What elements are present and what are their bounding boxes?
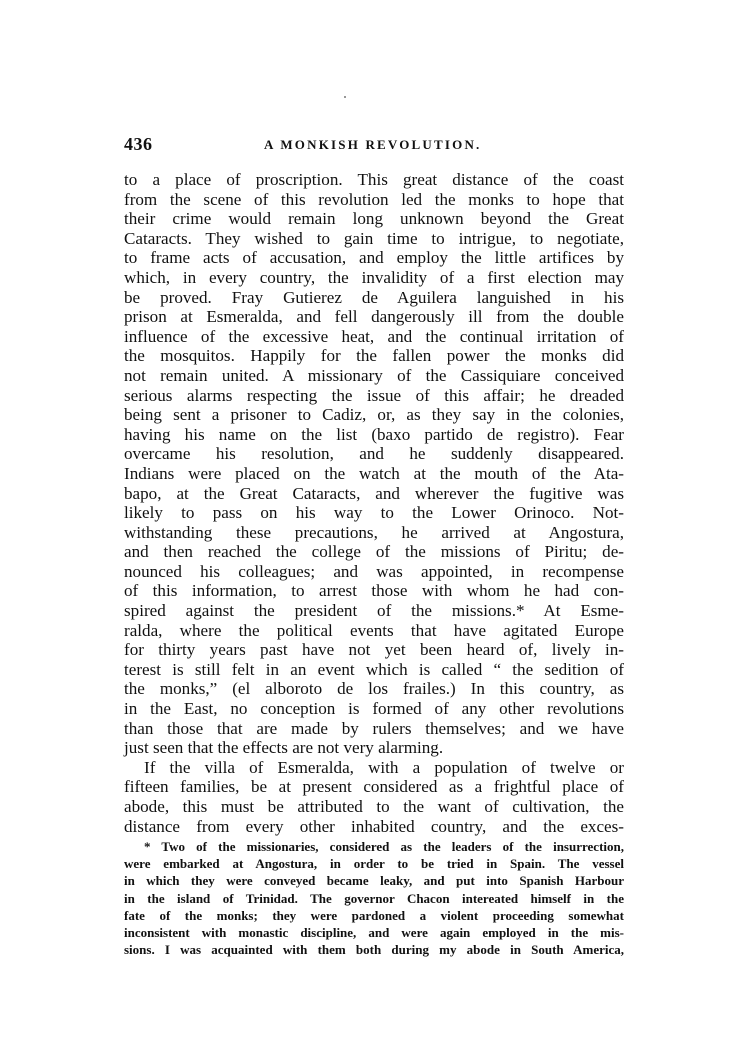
footnote-line: in the island of Trinidad. The governor Chacon intereated himself in the bbox=[124, 890, 624, 906]
text-line: fifteen families, be at present considered as a frightful place of bbox=[124, 777, 624, 797]
text-line: to a place of proscription. This great distance of the coast bbox=[124, 170, 624, 189]
text-line: just seen that the effects are not very alarming. bbox=[124, 738, 444, 758]
ink-speck bbox=[344, 96, 346, 98]
text-line: bapo, at the Great Cataracts, and wherever the fugitive was bbox=[124, 483, 624, 503]
footnote-line: * Two of the missionaries, considered as the leaders of the insurrection, bbox=[144, 839, 624, 854]
text-line: from the scene of this revolution led the monks to hope that bbox=[124, 189, 624, 209]
footnote-line: sions. I was acquainted with them both during my abode in South America, bbox=[124, 942, 624, 958]
text-line: the mosquitos. Happily for the fallen power the monks did bbox=[124, 346, 624, 366]
text-line: Indians were placed on the watch at the mouth of the Ata- bbox=[124, 463, 624, 483]
body-text bbox=[124, 170, 624, 836]
text-line: than those that are made by rulers themselves; and we have bbox=[124, 718, 624, 738]
text-line: being sent a prisoner to Cadiz, or, as they say in the colonies, bbox=[124, 405, 624, 425]
text-line: Cataracts. They wished to gain time to intrigue, to negotiate, bbox=[124, 228, 624, 248]
text-line: nounced his colleagues; and was appointed, in recompense bbox=[124, 561, 624, 581]
text-line: the monks,” (el alboroto de los frailes.) In this country, as bbox=[124, 679, 624, 699]
text-line: be proved. Fray Gutierez de Aguilera languished in his bbox=[124, 287, 624, 307]
page-header bbox=[124, 134, 624, 156]
text-line: their crime would remain long unknown beyond the Great bbox=[124, 209, 624, 229]
text-line: not remain united. A missionary of the Cassiquiare conceived bbox=[124, 365, 624, 385]
running-title: A MONKISH REVOLUTION. bbox=[264, 137, 482, 152]
text-line: for thirty years past have not yet been heard of, lively in- bbox=[124, 640, 624, 660]
footnote-line: inconsistent with monastic discipline, and were again employed in the mis- bbox=[124, 924, 624, 940]
text-line: likely to pass on his way to the Lower Orinoco. Not- bbox=[124, 503, 624, 523]
text-line: prison at Esmeralda, and fell dangerously ill from the double bbox=[124, 307, 624, 327]
text-line: serious alarms respecting the issue of this affair; he dreaded bbox=[124, 385, 624, 405]
text-line: of this information, to arrest those with whom he had con- bbox=[124, 581, 624, 601]
text-line: withstanding these precautions, he arrived at Angostura, bbox=[124, 522, 624, 542]
text-line: ralda, where the political events that have agitated Europe bbox=[124, 620, 624, 640]
text-line: If the villa of Esmeralda, with a population of twelve or bbox=[144, 757, 624, 777]
page-number: 436 bbox=[124, 134, 153, 154]
footnote-line: fate of the monks; they were pardoned a violent proceeding somewhat bbox=[124, 907, 624, 923]
text-line: to frame acts of accusation, and employ the little artifices by bbox=[124, 248, 624, 268]
text-line: having his name on the list (baxo partido de registro). Fear bbox=[124, 424, 624, 444]
text-line: abode, this must be attributed to the want of cultivation, the bbox=[124, 797, 624, 816]
footnote-line: in which they were conveyed became leaky, and put into Spanish Harbour bbox=[124, 873, 624, 889]
text-line: and then reached the college of the missions of Piritu; de- bbox=[124, 542, 624, 562]
footnote-line: were embarked at Angostura, in order to be tried in Spain. The vessel bbox=[124, 856, 624, 872]
text-line: distance from every other inhabited country, and the exces- bbox=[124, 816, 624, 836]
text-line: which, in every country, the invalidity of a first election may bbox=[124, 267, 624, 287]
text-line: overcame his resolution, and he suddenly disappeared. bbox=[124, 444, 624, 464]
text-line: spired against the president of the missions.* At Esme- bbox=[124, 601, 624, 621]
text-line: terest is still felt in an event which is called “ the sedition of bbox=[124, 659, 624, 679]
text-line: in the East, no conception is formed of any other revolutions bbox=[124, 699, 624, 719]
footnote bbox=[124, 838, 624, 958]
text-line: influence of the excessive heat, and the continual irritation of bbox=[124, 326, 624, 346]
